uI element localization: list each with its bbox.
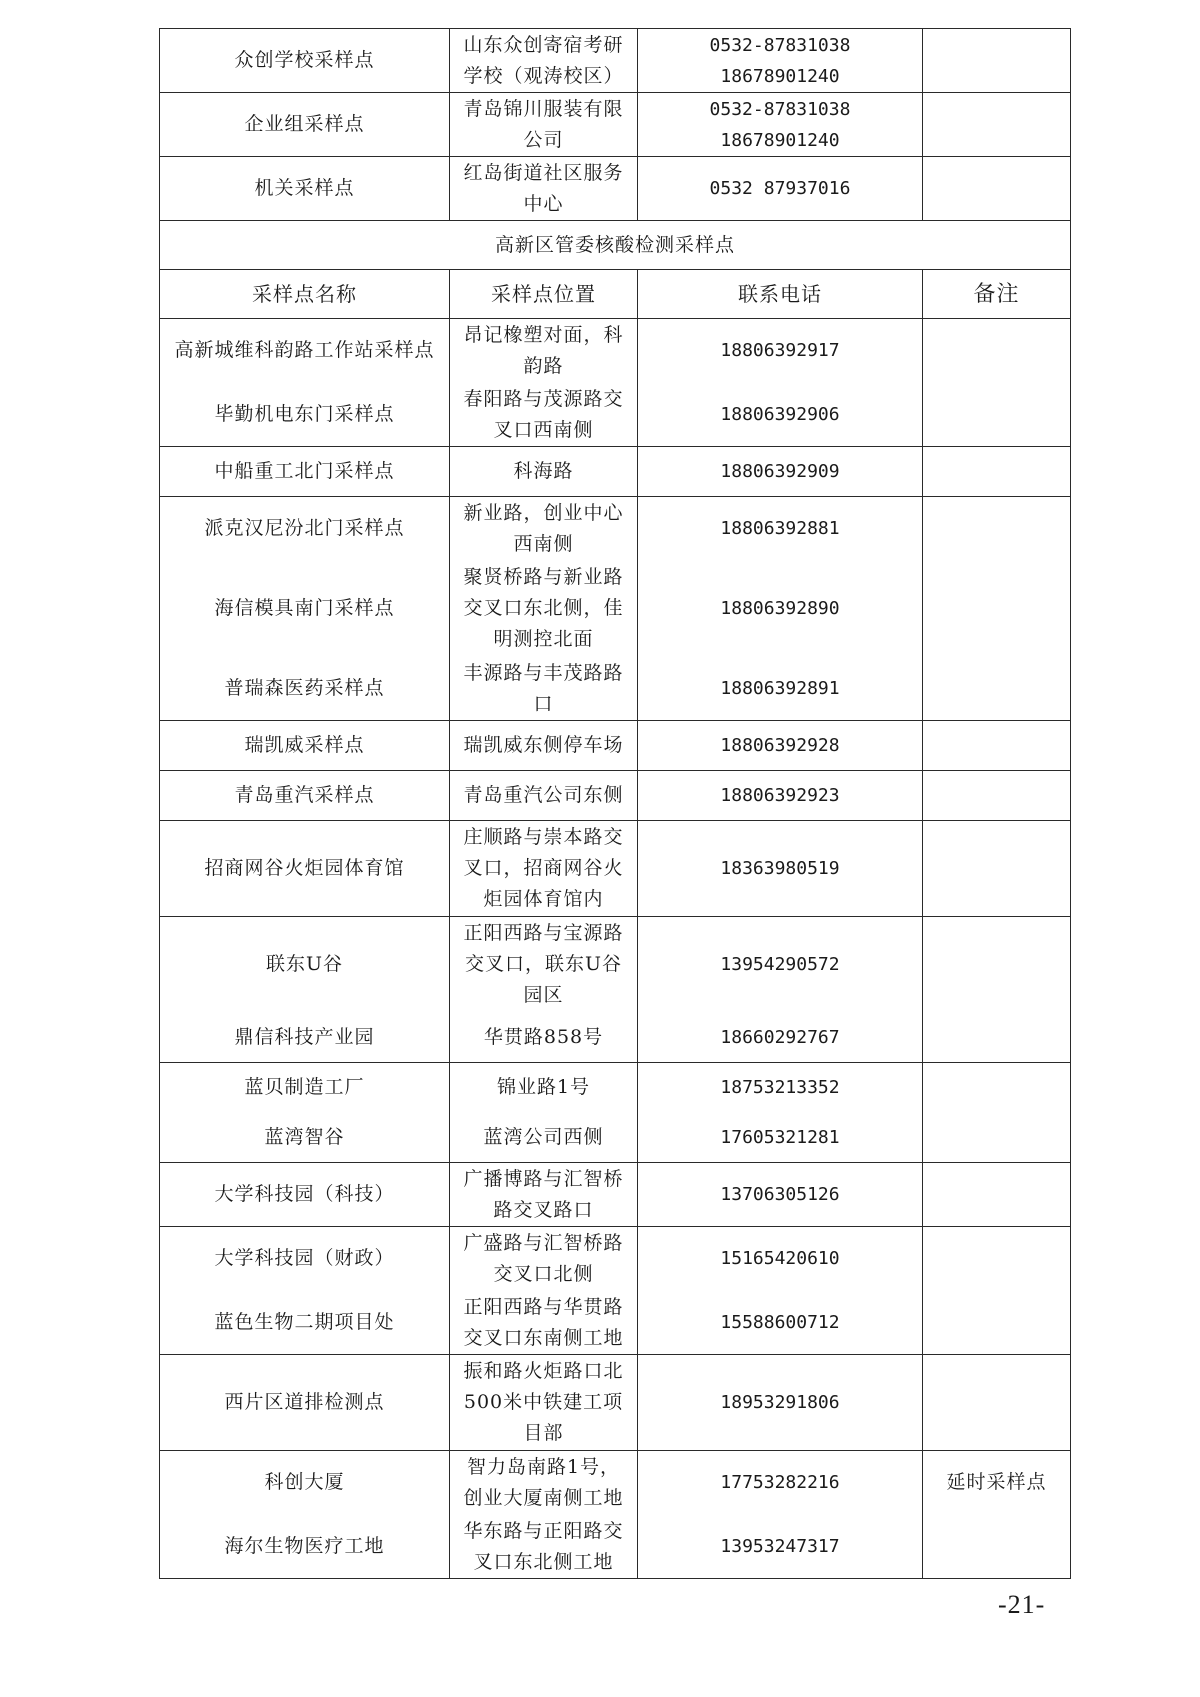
site-phone: 18363980519 (638, 821, 923, 917)
site-note (923, 771, 1071, 821)
site-phone: 18806392891 (638, 657, 923, 721)
table-row (160, 383, 1071, 447)
site-note (923, 93, 1071, 157)
site-name: 毕勤机电东门采样点 (160, 383, 450, 447)
site-name: 众创学校采样点 (160, 29, 450, 93)
site-note (923, 1013, 1071, 1063)
table-row (160, 721, 1071, 771)
site-phone: 15588600712 (638, 1291, 923, 1355)
table-row (160, 1163, 1071, 1227)
site-note (923, 447, 1071, 497)
site-phone: 18806392928 (638, 721, 923, 771)
site-phone (638, 29, 923, 93)
header-name: 采样点名称 (160, 270, 450, 319)
site-name: 派克汉尼汾北门采样点 (160, 497, 450, 561)
site-address: 庄顺路与崇本路交叉口，招商网谷火炬园体育馆内 (450, 821, 638, 917)
table-row (160, 29, 1071, 93)
header-address: 采样点位置 (450, 270, 638, 319)
site-note (923, 29, 1071, 93)
site-phone: 18753213352 (638, 1063, 923, 1113)
site-phone: 18806392909 (638, 447, 923, 497)
site-phone: 18660292767 (638, 1013, 923, 1063)
site-name: 高新城维科韵路工作站采样点 (160, 319, 450, 383)
site-name: 机关采样点 (160, 157, 450, 221)
section-title-row (160, 221, 1071, 270)
table-row (160, 1113, 1071, 1163)
site-address: 红岛街道社区服务中心 (450, 157, 638, 221)
site-note (923, 1113, 1071, 1163)
site-address: 锦业路1号 (450, 1063, 638, 1113)
site-name: 蓝贝制造工厂 (160, 1063, 450, 1113)
site-address: 正阳西路与华贯路交叉口东南侧工地 (450, 1291, 638, 1355)
site-address: 青岛重汽公司东侧 (450, 771, 638, 821)
table-row (160, 497, 1071, 561)
site-note (923, 319, 1071, 383)
site-phone: 18806392923 (638, 771, 923, 821)
site-phone: 0532 87937016 (638, 157, 923, 221)
site-address: 蓝湾公司西侧 (450, 1113, 638, 1163)
site-note (923, 383, 1071, 447)
site-name: 企业组采样点 (160, 93, 450, 157)
table-row (160, 93, 1071, 157)
site-address: 新业路，创业中心西南侧 (450, 497, 638, 561)
site-name: 蓝湾智谷 (160, 1113, 450, 1163)
site-phone: 18806392906 (638, 383, 923, 447)
site-note (923, 1291, 1071, 1355)
table-row (160, 1227, 1071, 1291)
site-name: 鼎信科技产业园 (160, 1013, 450, 1063)
site-name: 瑞凯威采样点 (160, 721, 450, 771)
site-phone: 13953247317 (638, 1515, 923, 1579)
site-name: 招商网谷火炬园体育馆 (160, 821, 450, 917)
table-row (160, 561, 1071, 657)
table-row (160, 447, 1071, 497)
site-phone: 18806392890 (638, 561, 923, 657)
table-row (160, 821, 1071, 917)
table-row (160, 771, 1071, 821)
table-row (160, 1291, 1071, 1355)
site-address: 振和路火炬路口北500米中铁建工项目部 (450, 1355, 638, 1451)
site-address: 广盛路与汇智桥路交叉口北侧 (450, 1227, 638, 1291)
phone-line: 18678901240 (720, 65, 840, 87)
site-note: 延时采样点 (923, 1451, 1071, 1515)
site-note (923, 1227, 1071, 1291)
section-title: 高新区管委核酸检测采样点 (160, 221, 1071, 270)
site-name: 青岛重汽采样点 (160, 771, 450, 821)
header-row (160, 270, 1071, 319)
table-row (160, 319, 1071, 383)
site-address: 昂记橡塑对面，科韵路 (450, 319, 638, 383)
site-address: 华东路与正阳路交叉口东北侧工地 (450, 1515, 638, 1579)
site-name: 海信模具南门采样点 (160, 561, 450, 657)
site-phone: 18953291806 (638, 1355, 923, 1451)
table-row (160, 1063, 1071, 1113)
table-row (160, 657, 1071, 721)
site-address: 华贯路858号 (450, 1013, 638, 1063)
table-row (160, 1355, 1071, 1451)
table-row (160, 917, 1071, 1013)
site-name: 西片区道排检测点 (160, 1355, 450, 1451)
site-address: 智力岛南路1号，创业大厦南侧工地 (450, 1451, 638, 1515)
table-row (160, 157, 1071, 221)
site-name: 蓝色生物二期项目处 (160, 1291, 450, 1355)
phone-line: 0532-87831038 (709, 34, 851, 56)
header-phone: 联系电话 (638, 270, 923, 319)
site-name: 大学科技园（科技） (160, 1163, 450, 1227)
site-note (923, 1515, 1071, 1579)
site-name: 科创大厦 (160, 1451, 450, 1515)
table-row (160, 1013, 1071, 1063)
site-name: 联东U谷 (160, 917, 450, 1013)
site-phone: 18806392881 (638, 497, 923, 561)
site-phone: 13706305126 (638, 1163, 923, 1227)
site-note (923, 1063, 1071, 1113)
site-name: 中船重工北门采样点 (160, 447, 450, 497)
site-note (923, 721, 1071, 771)
site-note (923, 157, 1071, 221)
phone-line: 18678901240 (720, 129, 840, 151)
site-address: 丰源路与丰茂路路口 (450, 657, 638, 721)
site-address: 正阳西路与宝源路交叉口，联东U谷园区 (450, 917, 638, 1013)
header-note: 备注 (923, 270, 1071, 319)
site-note (923, 821, 1071, 917)
site-phone: 18806392917 (638, 319, 923, 383)
site-address: 山东众创寄宿考研学校（观涛校区） (450, 29, 638, 93)
site-address: 瑞凯威东侧停车场 (450, 721, 638, 771)
site-note (923, 657, 1071, 721)
phone-line: 0532-87831038 (709, 98, 851, 120)
site-address: 春阳路与茂源路交叉口西南侧 (450, 383, 638, 447)
sampling-sites-table (159, 28, 1071, 1579)
site-note (923, 917, 1071, 1013)
table-row (160, 1451, 1071, 1515)
site-phone (638, 93, 923, 157)
site-name: 大学科技园（财政） (160, 1227, 450, 1291)
site-address: 聚贤桥路与新业路交叉口东北侧，佳明测控北面 (450, 561, 638, 657)
site-phone: 17753282216 (638, 1451, 923, 1515)
site-address: 广播博路与汇智桥路交叉路口 (450, 1163, 638, 1227)
site-address: 科海路 (450, 447, 638, 497)
site-note (923, 1163, 1071, 1227)
site-phone: 15165420610 (638, 1227, 923, 1291)
site-name: 普瑞森医药采样点 (160, 657, 450, 721)
site-note (923, 561, 1071, 657)
site-note (923, 1355, 1071, 1451)
page-number: -21- (998, 1590, 1046, 1619)
site-phone: 17605321281 (638, 1113, 923, 1163)
site-name: 海尔生物医疗工地 (160, 1515, 450, 1579)
site-phone: 13954290572 (638, 917, 923, 1013)
site-note (923, 497, 1071, 561)
table-row (160, 1515, 1071, 1579)
site-address: 青岛锦川服装有限公司 (450, 93, 638, 157)
